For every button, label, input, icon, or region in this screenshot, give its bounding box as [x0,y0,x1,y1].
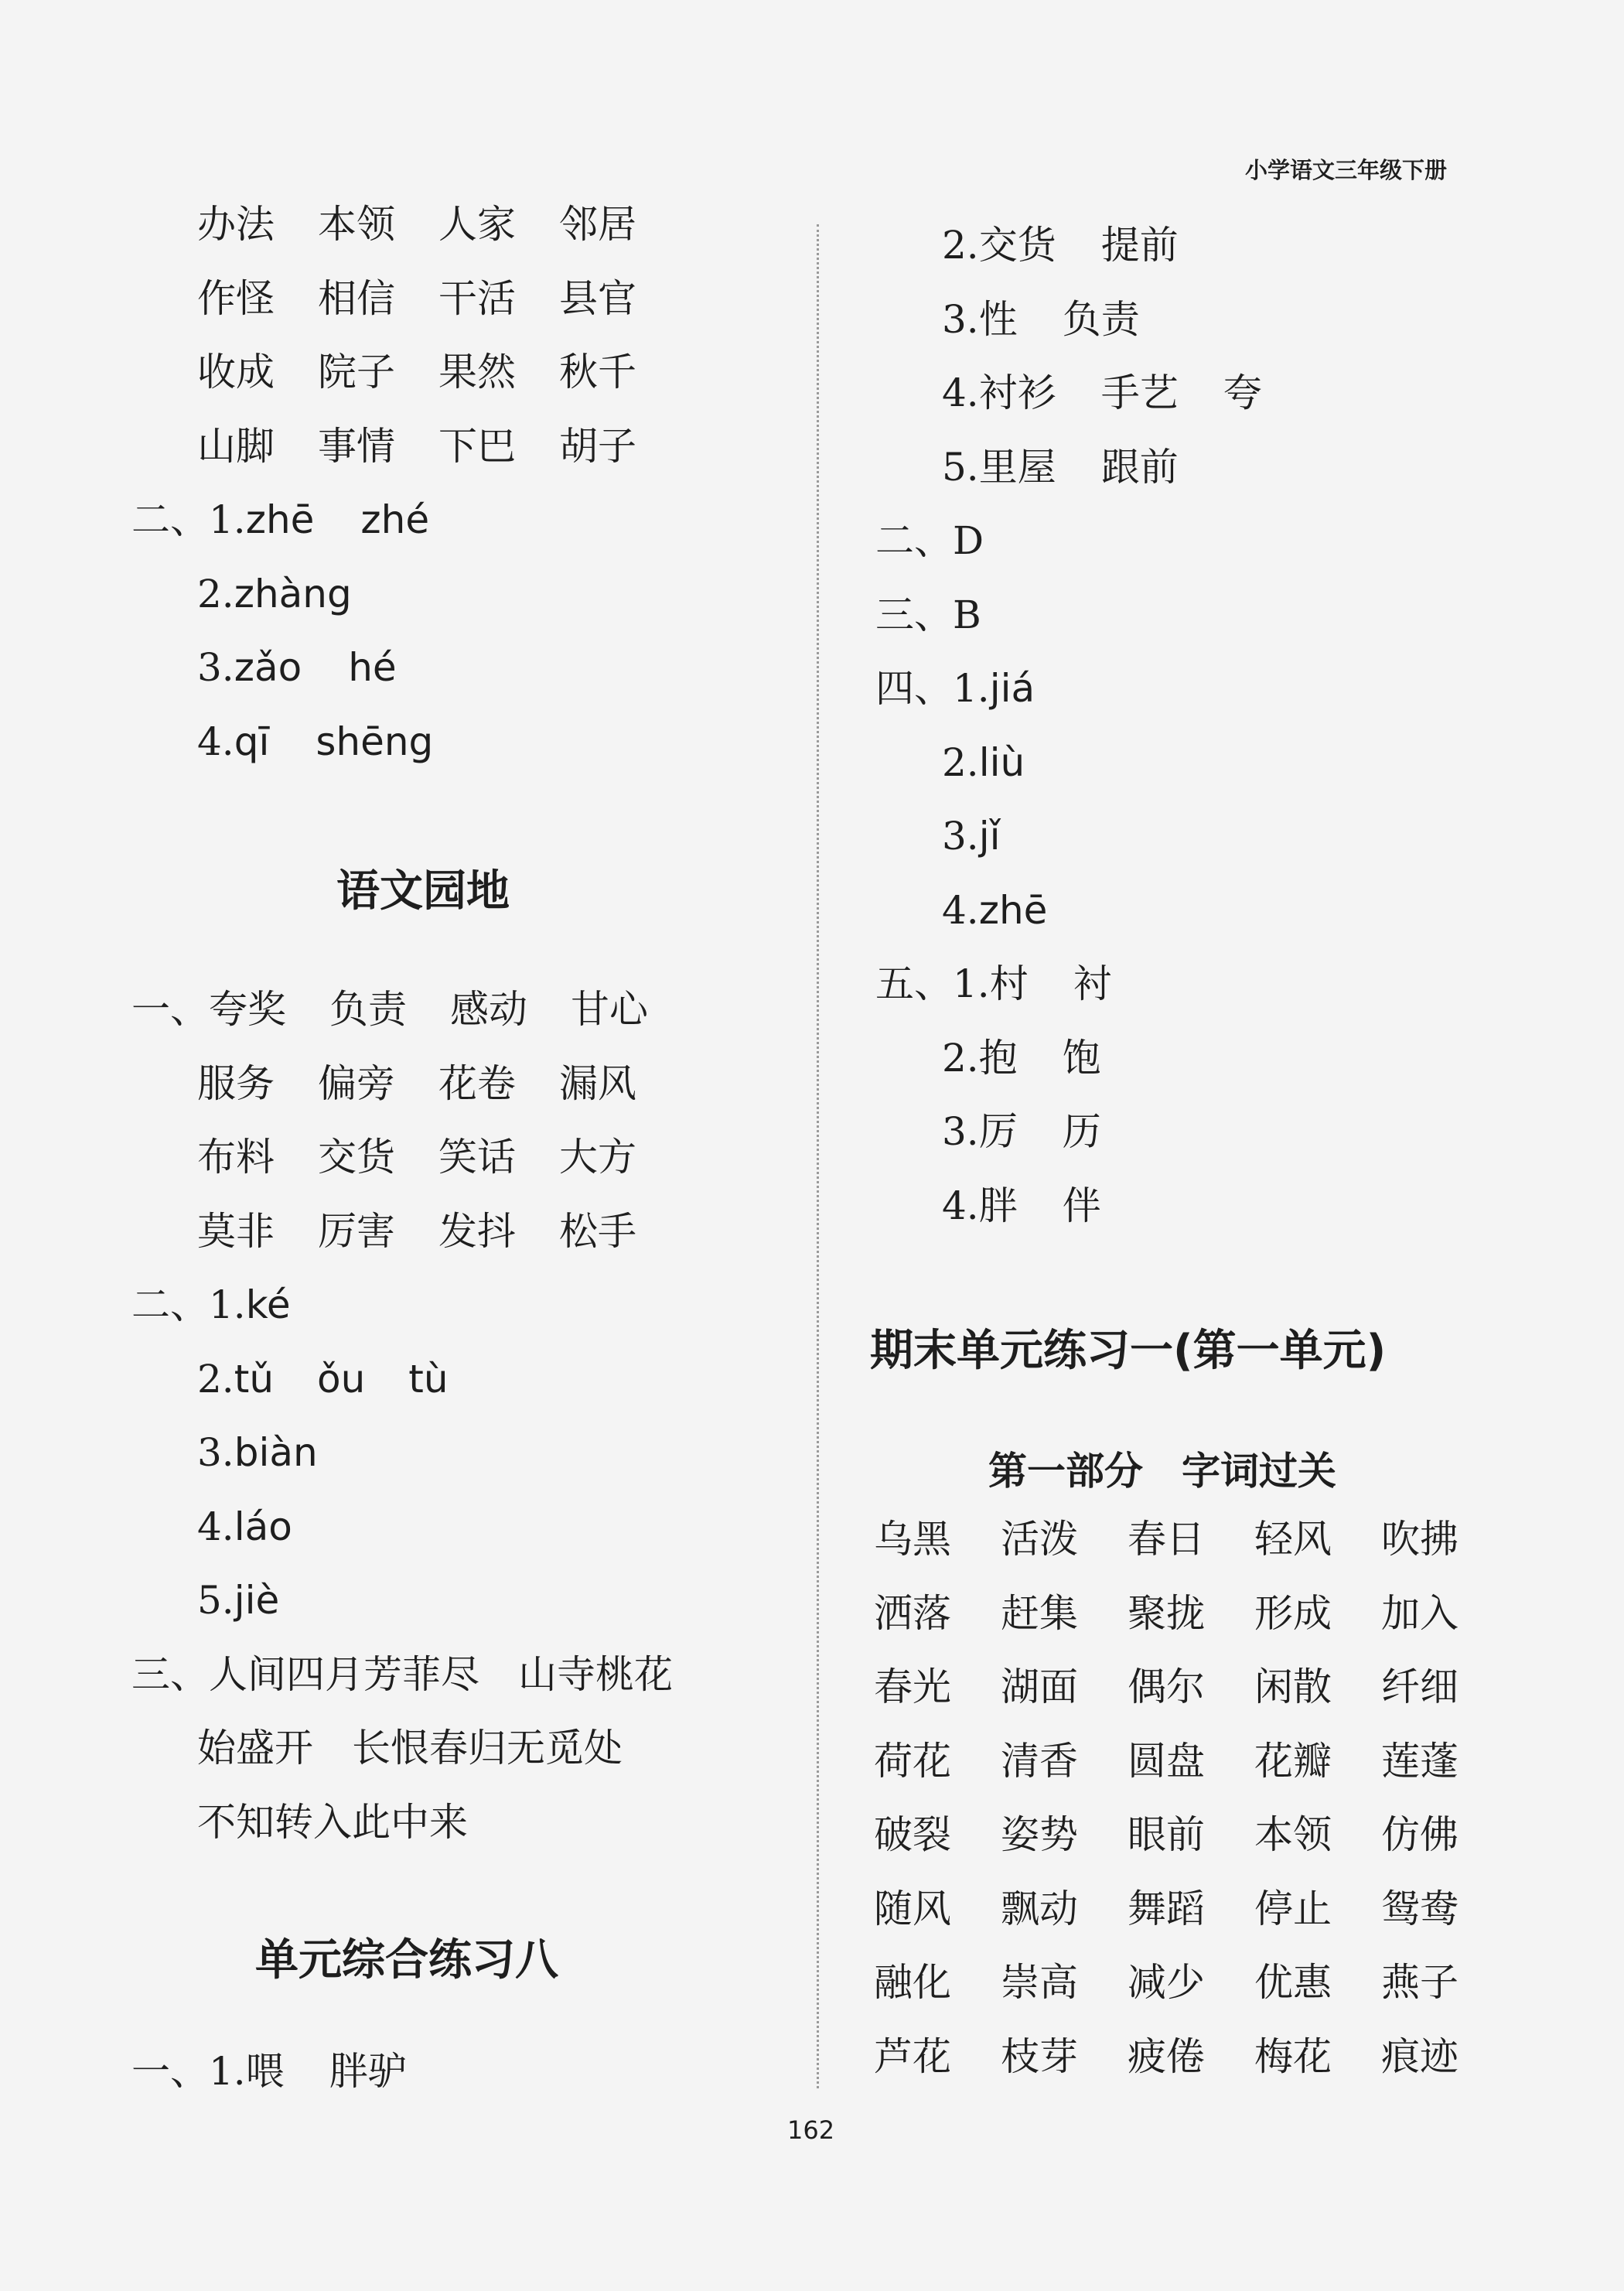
item-number: 2. [942,223,979,268]
answer-line [197,571,352,617]
answer: 伴 [1062,1183,1101,1228]
word: 办法 [197,202,275,247]
word: 纤细 [1381,1664,1459,1709]
item-number: 3. [197,645,234,690]
word-row [131,986,648,1033]
poem-text: 不知转入此中来 [197,1799,468,1845]
word-row [874,1959,1459,2006]
word: 仿佛 [1381,1812,1459,1857]
poem-line [197,1799,468,1845]
word: 轻风 [1254,1517,1332,1562]
pinyin-answer: jiè [234,1578,280,1623]
word-row [874,1590,1459,1637]
word: 荷花 [874,1738,951,1784]
word: 春光 [874,1664,951,1709]
answer-line [942,887,1047,934]
book-title: 小学语文三年级下册 [1245,157,1448,183]
answer-line [131,2048,407,2095]
item-number: 2. [942,1035,979,1081]
word: 圆盘 [1128,1738,1205,1784]
word: 花卷 [438,1060,516,1106]
answer-line [942,222,1179,268]
word: 感动 [450,987,527,1032]
word: 本领 [318,202,395,247]
answer: 里屋 [978,444,1056,490]
poem-text: 人间四月芳菲尽 山寺桃花 [209,1651,673,1697]
answer: 胖 [978,1183,1018,1228]
word: 优惠 [1254,1960,1332,2005]
answer-line [942,1035,1101,1081]
item-number: 1. [209,497,246,542]
item-number: 1. [209,1282,246,1327]
section-title: 期末单元练习一(第一单元) [870,1326,1387,1376]
answer: 衬 [1073,961,1112,1006]
word: 春日 [1128,1517,1205,1562]
answer: 喂 [245,2049,285,2094]
answer-line [942,1183,1101,1229]
answer-line [131,1282,291,1328]
word-row [874,1664,1459,1710]
answer: 性 [978,296,1018,342]
pinyin-answer: hé [348,645,397,690]
pinyin-answer: jiá [989,666,1035,711]
word: 聚拢 [1128,1590,1205,1636]
word-row [197,201,636,248]
word: 形成 [1254,1590,1332,1636]
poem-line [131,1651,673,1698]
word: 随风 [874,1886,951,1931]
item-number: 5. [197,1578,234,1623]
word: 松手 [559,1208,636,1254]
answer: 夸 [1223,370,1262,415]
word: 发抖 [438,1208,516,1254]
answer-line [942,1108,1101,1155]
word: 胡子 [559,423,636,469]
item-number: 4. [942,887,979,933]
answer-line [942,296,1140,343]
answer-line [197,644,397,691]
word-row [197,1208,636,1255]
pinyin-answer: ǒu [317,1356,366,1402]
section-marker: 二、 [131,497,209,542]
word-row [197,423,636,469]
item-number: 3. [942,814,979,859]
word: 飘动 [1001,1886,1078,1931]
word: 崇高 [1001,1960,1078,2005]
pinyin-answer: tù [408,1356,449,1402]
word-row [197,275,636,322]
poem-line [197,1725,623,1771]
item-number: 1. [209,2049,246,2094]
item-number: 4. [197,1504,234,1549]
answer-line [875,592,981,638]
item-number: 3. [197,1430,234,1475]
word: 偏旁 [318,1060,395,1106]
item-number: 2. [197,1356,234,1402]
word: 舞蹈 [1128,1886,1205,1931]
word: 笑话 [438,1135,516,1180]
word: 吹拂 [1381,1517,1459,1562]
answer-line [131,497,429,543]
word-row [874,1738,1459,1784]
answer: 抱 [978,1035,1018,1081]
item-number: 2. [942,739,979,785]
answer-line [942,370,1262,416]
word: 加入 [1381,1590,1459,1636]
page-number: 162 [787,2115,835,2145]
item-number: 2. [197,571,234,616]
word: 下巴 [438,423,516,469]
pinyin-answer: jǐ [978,814,1001,859]
word: 相信 [318,275,395,321]
section-marker: 四、 [875,666,953,711]
answer: B [953,592,981,637]
word: 甘心 [571,987,648,1032]
section-marker: 一、 [131,987,209,1032]
column-divider [817,224,819,2088]
word: 收成 [197,350,275,394]
word: 布料 [197,1135,275,1180]
pinyin-answer: biàn [234,1430,318,1475]
word: 融化 [874,1960,951,2005]
section-marker: 三、 [131,1651,209,1697]
answer-line [197,1429,318,1476]
word: 活泼 [1001,1517,1078,1562]
word: 枝芽 [1001,2033,1078,2079]
answer-line [197,1356,449,1402]
word: 院子 [318,350,395,394]
section-title: 单元综合练习八 [255,1935,558,1985]
word: 湖面 [1001,1664,1078,1709]
pinyin-answer: ké [245,1282,291,1327]
word-row [874,1886,1459,1932]
answer-line [942,739,1025,786]
pinyin-answer: zǎo [234,645,302,690]
word: 本领 [1254,1812,1332,1857]
answer: 负责 [1062,296,1140,342]
word-row [874,1516,1459,1562]
word: 燕子 [1381,1960,1459,2005]
pinyin-answer: shēng [316,719,434,764]
word: 邻居 [559,202,636,247]
word: 减少 [1128,1960,1205,2005]
answer: 跟前 [1100,444,1179,490]
section-marker: 三、 [875,592,953,637]
word: 事情 [318,423,395,469]
section-marker: 五、 [875,961,953,1006]
section-marker: 二、 [131,1282,209,1327]
answer-line [875,517,984,564]
word: 厉害 [318,1208,395,1254]
word: 停止 [1254,1886,1332,1931]
answer: 手艺 [1100,370,1179,415]
word: 赶集 [1001,1590,1078,1636]
answer-line [942,813,1001,859]
item-number: 1. [953,666,990,711]
word: 秋千 [559,350,636,394]
answer-line [197,1577,279,1624]
word: 县官 [559,275,636,321]
word: 山脚 [197,423,275,469]
word: 莫非 [197,1208,275,1254]
answer: 衬衫 [978,370,1056,415]
word-row [197,349,636,395]
word: 花瓣 [1254,1738,1332,1784]
answer-line [197,1504,292,1550]
answer: 厉 [978,1109,1018,1154]
word: 干活 [438,275,516,321]
item-number: 3. [942,1109,979,1154]
word: 偶尔 [1128,1664,1205,1709]
answer-line [197,719,433,765]
word: 果然 [438,350,516,394]
word: 梅花 [1254,2033,1332,2079]
word: 大方 [559,1135,636,1180]
word: 眼前 [1128,1812,1205,1857]
pinyin-answer: zhē [245,497,315,542]
answer-line [942,444,1179,490]
word: 疲倦 [1128,2033,1205,2079]
item-number: 4. [197,719,234,764]
answer: D [953,518,984,563]
word: 芦花 [874,2033,951,2079]
word: 闲散 [1254,1664,1332,1709]
pinyin-answer: qī [234,719,270,764]
answer: 历 [1062,1109,1101,1154]
word: 莲蓬 [1381,1738,1459,1784]
pinyin-answer: zhé [360,497,430,542]
item-number: 4. [942,370,979,415]
item-number: 1. [953,961,990,1006]
word: 漏风 [559,1060,636,1106]
answer: 胖驴 [329,2049,407,2094]
word: 破裂 [874,1812,951,1857]
pinyin-answer: tǔ [234,1356,275,1402]
word: 作怪 [197,275,275,321]
answer: 交货 [978,223,1056,268]
word-row [874,2033,1459,2080]
item-number: 3. [942,296,979,342]
part-title: 第一部分 字词过关 [988,1449,1336,1494]
pinyin-answer: liù [978,739,1025,785]
word: 鸳鸯 [1381,1886,1459,1931]
pinyin-answer: zhē [978,887,1048,933]
pinyin-answer: láo [234,1504,292,1549]
word: 清香 [1001,1738,1078,1784]
word: 洒落 [874,1590,951,1636]
answer: 提前 [1100,223,1179,268]
word: 姿势 [1001,1812,1078,1857]
word: 服务 [197,1060,275,1106]
item-number: 5. [942,444,979,490]
pinyin-answer: zhàng [234,571,352,616]
word: 负责 [329,987,407,1032]
word-row [197,1134,636,1180]
answer: 村 [989,961,1029,1006]
word: 交货 [318,1135,395,1180]
word-row [197,1060,636,1107]
item-number: 4. [942,1183,979,1228]
section-title: 语文园地 [336,866,510,917]
word-row [874,1811,1459,1858]
answer: 饱 [1062,1035,1101,1081]
poem-text: 始盛开 长恨春归无觅处 [197,1726,623,1770]
answer-line [875,665,1035,712]
section-marker: 一、 [131,2049,209,2094]
section-marker: 二、 [875,518,953,563]
word: 人家 [438,202,516,247]
word: 夸奖 [209,987,286,1032]
word: 痕迹 [1381,2033,1459,2079]
answer-line [875,961,1112,1007]
word: 乌黑 [874,1517,951,1562]
